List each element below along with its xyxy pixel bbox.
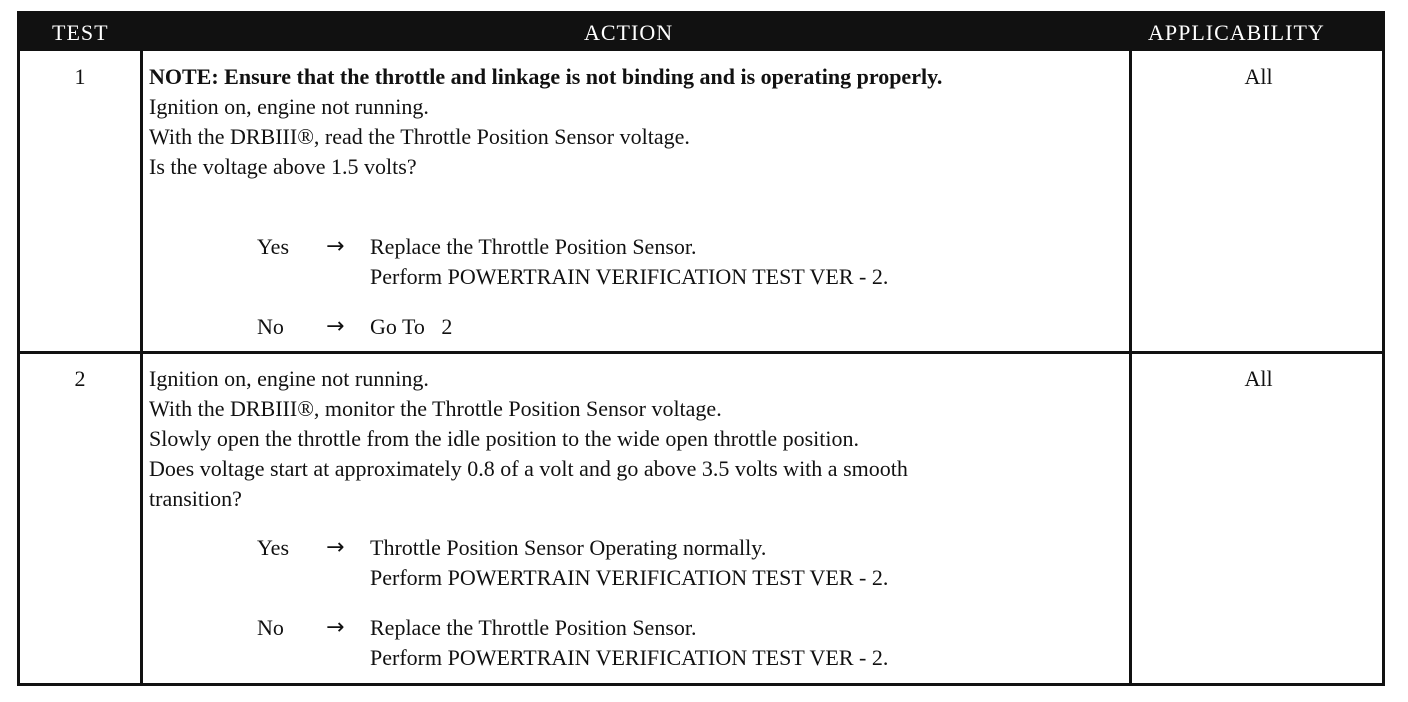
action-2-line: Slowly open the throttle from the idle position to the wide open throttle position. [149,426,860,451]
action-2-line: Ignition on, engine not running. [149,366,429,391]
action-1-line: Is the voltage above 1.5 volts? [149,154,417,179]
arrow-icon: → [326,314,345,339]
diagnostic-test-table [17,11,1385,686]
action-1-line: Ignition on, engine not running. [149,94,429,119]
header-applicability: APPLICABILITY [1148,20,1325,45]
answer-yes-line: Replace the Throttle Position Sensor. [370,234,697,259]
answer-yes-label-1: Yes [257,234,290,259]
answer-no-label-1: No [257,314,284,339]
test-number-2: 2 [74,366,86,391]
action-1 [149,62,1129,182]
action-2 [149,364,1129,514]
header-action: ACTION [584,20,674,45]
applicability-1: All [1244,64,1273,89]
answer-no-line: Perform POWERTRAIN VERIFICATION TEST VER - 2. [370,645,889,670]
arrow-icon: → [326,615,345,640]
arrow-icon: → [326,234,345,259]
answer-no-text-2 [370,613,888,673]
answer-yes-text-1 [370,232,888,292]
action-2-line: Does voltage start at approximately 0.8 of a volt and go above 3.5 volts with a smooth [149,456,908,481]
action-1-note: NOTE: Ensure that the throttle and linkage is not binding and is operating properly. [149,64,943,89]
answer-no-text-1: Go To 2 [370,314,453,339]
column-divider-test [140,51,143,683]
answer-no-line: Replace the Throttle Position Sensor. [370,615,697,640]
table-header [20,14,1382,51]
test-number-1: 1 [74,64,86,89]
answer-yes-line: Perform POWERTRAIN VERIFICATION TEST VER - 2. [370,264,889,289]
action-2-line: transition? [149,486,242,511]
answer-yes-text-2 [370,533,888,593]
arrow-icon: → [326,535,345,560]
answer-no-label-2: No [257,615,284,640]
row-divider [20,351,1382,354]
answer-yes-line: Throttle Position Sensor Operating normally. [370,535,767,560]
header-test: TEST [52,20,109,45]
applicability-2: All [1244,366,1273,391]
action-2-line: With the DRBIII®, monitor the Throttle Position Sensor voltage. [149,396,722,421]
answer-yes-line: Perform POWERTRAIN VERIFICATION TEST VER - 2. [370,565,889,590]
answer-yes-label-2: Yes [257,535,290,560]
action-1-line: With the DRBIII®, read the Throttle Position Sensor voltage. [149,124,690,149]
